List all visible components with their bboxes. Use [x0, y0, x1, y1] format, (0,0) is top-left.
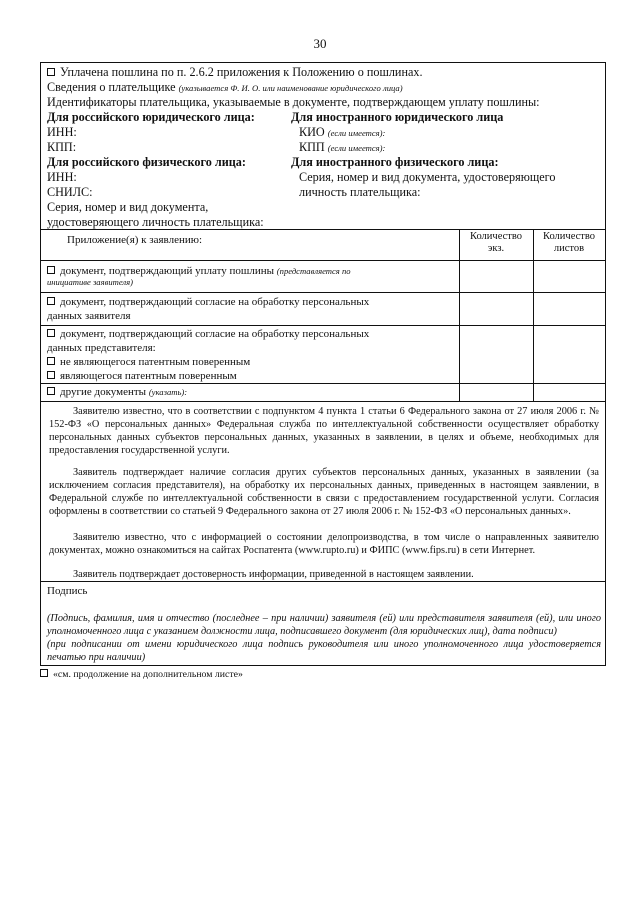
- divider: [41, 581, 605, 582]
- divider: [41, 229, 605, 230]
- attorney-checkbox[interactable]: [47, 371, 55, 379]
- payer-label: Сведения о плательщике: [47, 80, 176, 94]
- foreign-doc-line-2: личность плательщика:: [299, 185, 421, 199]
- ru-legal-heading: Для российского юридического лица:: [47, 110, 255, 124]
- fee-paid-checkbox[interactable]: [47, 68, 55, 76]
- snils-label: СНИЛС:: [47, 185, 93, 199]
- continuation-checkbox[interactable]: [40, 669, 48, 677]
- payer-note: (указывается Ф. И. О. или наименование юридического лица): [178, 83, 403, 93]
- representative-attorney: являющегося патентным поверенным: [47, 370, 237, 382]
- row-divider: [41, 292, 605, 293]
- attachment-row-consent-applicant: документ, подтверждающий согласие на обработку персональных: [47, 296, 369, 308]
- kpp-foreign-row: [299, 141, 385, 154]
- ru-person-heading: Для российского физического лица:: [47, 155, 246, 169]
- attachment-row-consent-applicant-2: данных заявителя: [47, 310, 131, 322]
- attachment-row-fee-note: инициативе заявителя): [47, 277, 134, 287]
- signature-note: (Подпись, фамилия, имя и отчество (последнее – при наличии) заявителя (ей) или представителя заявителя (ей), или иного уполномоченного лица с указанием должности лица, подписавшего документ (для юридических лиц), дата подписи): [47, 613, 601, 638]
- statement-personal-data: Заявителю известно, что в соответствии с подпунктом 4 пункта 1 статьи 6 Федерального закона от 27 июля 2006 г. № 152-ФЗ «О персональных данных» Федеральная служба по интеллектуальной собственности осуществляет обработку персональных данных субъектов персональных данных, указанных в заявлении, в целях и объеме, необходимых для предоставления государственной услуги.: [49, 406, 599, 457]
- signature-label: Подпись: [47, 585, 88, 597]
- statement-consent: Заявитель подтверждает наличие согласия других субъектов персональных данных, указанных в заявлении (за исключением согласия представителя), на обработку их персональных данных, приведенных в настоящем заявлении, в Федеральной службе по интеллектуальной собственности в связи с предоставлением государственной услуги. Согласия оформлены в соответствии со статьей 9 Федерального закона от 27 июля 2006 г. № 152-ФЗ «О персональных данных».: [49, 467, 599, 518]
- foreign-legal-heading: Для иностранного юридического лица: [291, 110, 504, 124]
- doc-series-line-1: Серия, номер и вид документа,: [47, 200, 209, 214]
- kio-note: (если имеется):: [327, 128, 386, 138]
- form-frame: [40, 62, 606, 666]
- attachments-header: Приложение(я) к заявлению:: [67, 234, 203, 246]
- attachment-row-consent-representative-2: данных представителя:: [47, 342, 156, 354]
- kpp-foreign-note: (если имеется):: [327, 143, 386, 153]
- kio-label: КИО: [299, 125, 325, 139]
- continuation-note: «см. продолжение на дополнительном листе»: [40, 669, 243, 681]
- inn-label: ИНН:: [47, 125, 77, 139]
- representative-not-attorney: не являющегося патентным поверенным: [47, 356, 250, 368]
- consent-applicant-checkbox[interactable]: [47, 297, 55, 305]
- inn2-label: ИНН:: [47, 170, 77, 184]
- statement-info: Заявителю известно, что с информацией о состоянии делопроизводства, в том числе о направленных заявителю документах, можно ознакомиться на сайтах Роспатента (www.rupto.ru) и ФИПС (www.fips.ru) в сети Интернет.: [49, 532, 599, 557]
- qty-sheets-header: Количество листов: [542, 231, 596, 255]
- foreign-doc-line-1: Серия, номер и вид документа, удостоверяющего: [299, 170, 556, 184]
- statement-accuracy: Заявитель подтверждает достоверность информации, приведенной в настоящем заявлении.: [73, 569, 474, 580]
- page-number: 30: [313, 36, 327, 51]
- fee-document-checkbox[interactable]: [47, 266, 55, 274]
- row-divider: [41, 383, 605, 384]
- not-attorney-checkbox[interactable]: [47, 357, 55, 365]
- doc-series-line-2: удостоверяющего личность плательщика:: [47, 215, 264, 229]
- qty-copies-header: Количество экз.: [469, 231, 523, 255]
- kio-row: [299, 126, 385, 139]
- fee-paid-text: Уплачена пошлина по п. 2.6.2 приложения к Положению о пошлинах.: [60, 65, 423, 79]
- foreign-person-heading: Для иностранного физического лица:: [291, 155, 499, 169]
- divider: [41, 401, 605, 402]
- attachment-row-consent-representative: документ, подтверждающий согласие на обработку персональных: [47, 328, 369, 340]
- fee-paid-row: [47, 66, 423, 79]
- payer-row: [47, 81, 403, 94]
- row-divider: [41, 325, 605, 326]
- attachment-row-other: другие документы (указать):: [47, 386, 187, 398]
- payer-identifiers: Идентификаторы плательщика, указываемые в документе, подтверждающем уплату пошлины:: [47, 95, 540, 109]
- consent-representative-checkbox[interactable]: [47, 329, 55, 337]
- kpp-foreign-label: КПП: [299, 140, 325, 154]
- signature-seal-note: (при подписании от имени юридического лица подпись руководителя или иного уполномоченного лица удостоверяется печатью при наличии): [47, 639, 601, 664]
- other-documents-checkbox[interactable]: [47, 387, 55, 395]
- kpp-label: КПП:: [47, 140, 77, 154]
- row-divider: [41, 260, 605, 261]
- attachment-row-fee: документ, подтверждающий уплату пошлины (представляется по: [47, 265, 351, 277]
